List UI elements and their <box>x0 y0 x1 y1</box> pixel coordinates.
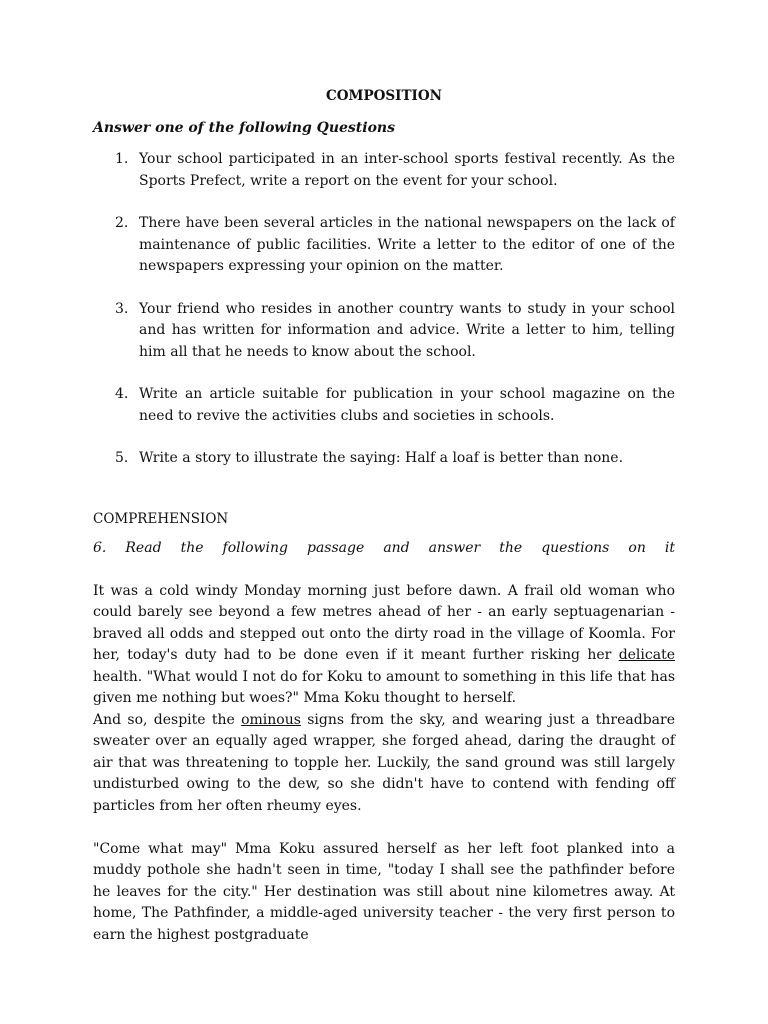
prompt-word: passage <box>307 540 365 556</box>
prompt-word: on <box>628 540 646 556</box>
question-item <box>93 299 675 364</box>
question-text: Write an article suitable for publication in your school magazine on the need to revive the activities clubs and societies in schools. <box>139 386 675 424</box>
prompt-word: following <box>222 540 288 556</box>
question-number: 4. <box>115 386 129 402</box>
prompt-word: and <box>383 540 410 556</box>
question-item <box>93 384 675 427</box>
question-number: 1. <box>115 151 129 167</box>
passage-paragraph-3: "Come what may" Mma Koku assured herself as her left foot planked into a muddy pothole she hadn't seen in time, "today I shall see the pathfinder before he leaves for the city." Her destination was still about nine kilometres away. At home, The Pathfinder, a middle-aged university teacher - the very first person to earn the highest postgraduate <box>93 840 675 943</box>
question-number: 5. <box>115 450 129 466</box>
question-text: Your friend who resides in another country wants to study in your school and has written for information and advice. Write a letter to him, telling him all that he needs to know about the school. <box>139 300 675 360</box>
passage-text: And so, despite the <box>93 711 242 728</box>
prompt-word: Read <box>125 540 162 556</box>
underlined-word-delicate: delicate <box>618 647 675 663</box>
passage-paragraph-1 <box>93 581 675 710</box>
question-text: Write a story to illustrate the saying: Half a loaf is better than none. <box>139 450 624 466</box>
question-item <box>93 448 675 470</box>
prompt-word: questions <box>541 540 610 556</box>
question-item <box>93 149 675 192</box>
question-text: There have been several articles in the national newspapers on the lack of maintenance of public facilities. Write a letter to the editor of one of the newspapers expressing your opinion on the matter. <box>139 215 675 274</box>
question-number: 2. <box>115 215 129 231</box>
composition-question-list <box>93 149 675 470</box>
passage-text: health. "What would I not do for Koku to amount to something in this life that has given me nothing but woes?" Mma Koku thought to herself. <box>93 668 675 706</box>
composition-heading: COMPOSITION <box>326 88 442 104</box>
prompt-word: answer <box>428 540 481 556</box>
paragraph-spacer <box>93 817 675 839</box>
composition-instruction: Answer one of the following Questions <box>93 119 395 136</box>
prompt-word: 6. <box>93 540 107 556</box>
prompt-word: the <box>499 540 523 556</box>
passage-text: signs from the sky, and wearing just a threadbare sweater over an equally aged wrapper, she forged ahead, daring the draught of air that was threatening to topple her. Luckily, the sand ground was still largely undisturbed owing to the dew, so she didn't have to contend with fending off particles from her often rheumy eyes. <box>93 711 675 814</box>
passage-paragraph-2 <box>93 710 675 818</box>
prompt-word: it <box>664 540 675 556</box>
comprehension-heading: COMPREHENSION <box>93 510 229 527</box>
prompt-word: the <box>180 540 204 556</box>
document-page <box>93 86 675 946</box>
underlined-word-ominous: ominous <box>241 711 301 728</box>
comprehension-prompt <box>93 538 675 560</box>
question-item <box>93 213 675 278</box>
question-number: 3. <box>115 300 129 317</box>
question-text: Your school participated in an inter-school sports festival recently. As the Sports Prefect, write a report on the event for your school. <box>139 151 675 189</box>
passage-text: It was a cold windy Monday morning just before dawn. A frail old woman who could barely see beyond a few metres ahead of her - an early septuagenarian - braved all odds and stepped out onto the dirty road in the village of Koomla. For her, today's duty had to be done even if it meant further risking her <box>93 582 675 663</box>
